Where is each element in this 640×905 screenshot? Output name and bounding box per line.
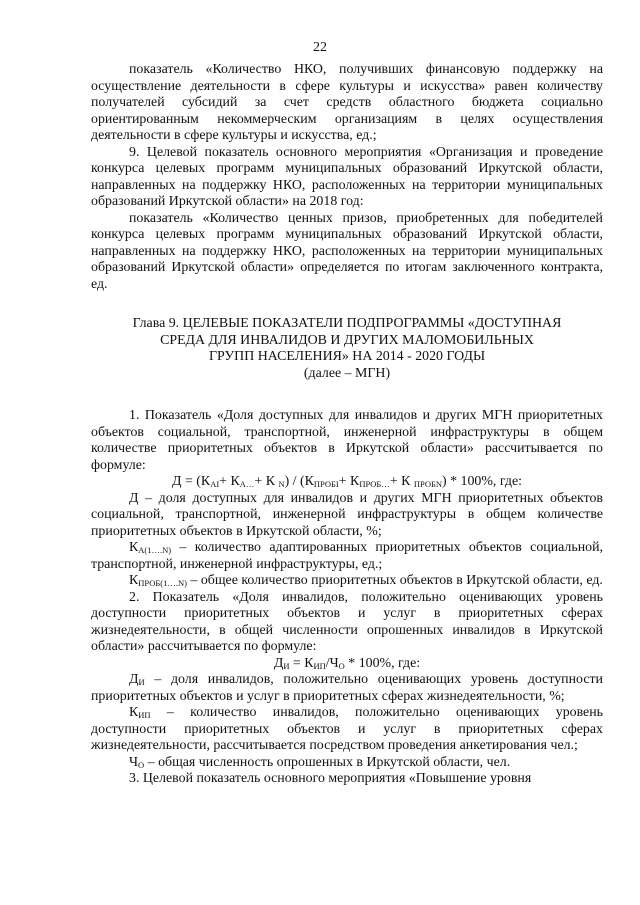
- symbol: Д: [129, 672, 139, 687]
- formula-subscript: N: [278, 479, 285, 489]
- formula-text: /Ч: [325, 655, 339, 671]
- chapter-heading-line: (далее – МГН): [303, 365, 391, 381]
- formula-subscript: ПРОБN: [413, 479, 442, 489]
- formula-subscript: ИП: [313, 660, 326, 671]
- paragraph: показатель «Количество НКО, получивших финансовую поддержку на осуществление деятельности в сфере культуры и искусства» равен количеству получателей субсидий за счет средств областного бюджета социально ориентированным некоммерческим организациям в целях осуществления деятельности в сфере культуры и искусства, ед.;: [91, 62, 603, 143]
- formula-subscript: АІ: [210, 479, 220, 489]
- formula-subscript: ПРОБ…: [359, 479, 390, 489]
- formula-satisfaction-share: [91, 656, 603, 673]
- page-number: 22: [313, 40, 327, 55]
- paragraph: показатель «Количество ценных призов, приобретенных для победителей конкурса целевых программ муниципальных образований Иркутской области, направленных на поддержку НКО, расположенных на территории муниципальных образований Иркутской области» определяется по итогам заключенного контракта, ед.: [91, 210, 603, 292]
- symbol-subscript: И: [138, 677, 145, 687]
- paragraph: Д – доля доступных для инвалидов и других МГН приоритетных объектов социальной, транспортной, инженерной инфраструктуры в общем количестве приоритетных объектов в Иркутской области, %;: [91, 490, 603, 539]
- symbol-subscript: ИП: [138, 710, 151, 720]
- paragraph: [91, 755, 603, 772]
- formula-text: ) * 100%, где:: [442, 474, 522, 489]
- formula-text: + К: [219, 474, 240, 489]
- paragraph: [91, 540, 603, 573]
- paragraph: 2. Показатель «Доля инвалидов, положительно оценивающих уровень доступности приоритетных объектов и услуг в приоритетных сферах жизнедеятельности, в общей численности опрошенных инвалидов в Иркутской области» рассчитывается по формуле:: [91, 589, 603, 654]
- paragraph-text: – общее количество приоритетных объектов в Иркутской области, ед.: [186, 573, 603, 588]
- formula-subscript: А…: [239, 479, 255, 489]
- formula-text: = К: [289, 655, 314, 671]
- formula-text: + К: [254, 474, 279, 489]
- paragraph: [91, 672, 603, 705]
- paragraph-text: – доля инвалидов, положительно оценивающих уровень доступности приоритетных объектов и услуг в приоритетных сферах жизнедеятельности, %;: [91, 672, 603, 704]
- formula-text: + К: [389, 474, 414, 489]
- symbol: Ч: [129, 754, 139, 770]
- paragraph-text: – количество инвалидов, положительно оценивающих уровень доступности приоритетных объектов и услуг в приоритетных сферах жизнедеятельности, рассчитывается посредством проведения анкетирования чел.;: [91, 705, 603, 753]
- formula-text: + К: [338, 474, 360, 489]
- paragraph: [91, 705, 603, 755]
- paragraph-text: – общая численность опрошенных в Иркутской области, чел.: [144, 754, 511, 770]
- symbol: К: [129, 573, 139, 588]
- chapter-heading-line: СРЕДА ДЛЯ ИНВАЛИДОВ И ДРУГИХ МАЛОМОБИЛЬНЫХ: [160, 332, 534, 348]
- paragraph: 9. Целевой показатель основного мероприятия «Организация и проведение конкурса целевых программ муниципальных образований Иркутской области, направленных на поддержку НКО, расположенных на территории муниципальных образований Иркутской области» на 2018 год:: [91, 144, 603, 209]
- chapter-heading: [91, 316, 603, 382]
- formula-subscript: О: [338, 660, 345, 671]
- symbol-subscript: А(1….N): [138, 545, 172, 555]
- document-body: [91, 62, 603, 788]
- formula-text: Д = (К: [172, 474, 211, 489]
- chapter-heading-line: Глава 9. ЦЕЛЕВЫЕ ПОКАЗАТЕЛИ ПОДПРОГРАММЫ «ДОСТУПНАЯ: [132, 316, 562, 331]
- symbol: К: [129, 540, 139, 555]
- formula-text: * 100%, где:: [344, 655, 421, 671]
- formula-subscript: И: [283, 660, 290, 671]
- symbol: К: [129, 705, 139, 720]
- symbol-subscript: ПРОБ(1….N): [138, 578, 187, 588]
- paragraph: 3. Целевой показатель основного мероприятия «Повышение уровня: [129, 771, 532, 786]
- formula-accessible-share: [91, 474, 603, 491]
- chapter-heading-line: ГРУПП НАСЕЛЕНИЯ» НА 2014 - 2020 ГОДЫ: [208, 349, 486, 364]
- paragraph: 1. Показатель «Доля доступных для инвалидов и других МГН приоритетных объектов социальной, транспортной, инженерной инфраструктуры в общем количестве приоритетных объектов в Иркутской области» рассчитывается по формуле:: [91, 408, 603, 473]
- symbol-subscript: О: [138, 759, 145, 770]
- paragraph: [91, 573, 603, 590]
- formula-text: Д: [273, 655, 284, 671]
- formula-text: ) / (К: [284, 474, 314, 489]
- paragraph-text: – количество адаптированных приоритетных объектов социальной, транспортной, инженерной инфраструктуры, ед.;: [91, 540, 603, 572]
- formula-subscript: ПРОБІ: [313, 479, 339, 489]
